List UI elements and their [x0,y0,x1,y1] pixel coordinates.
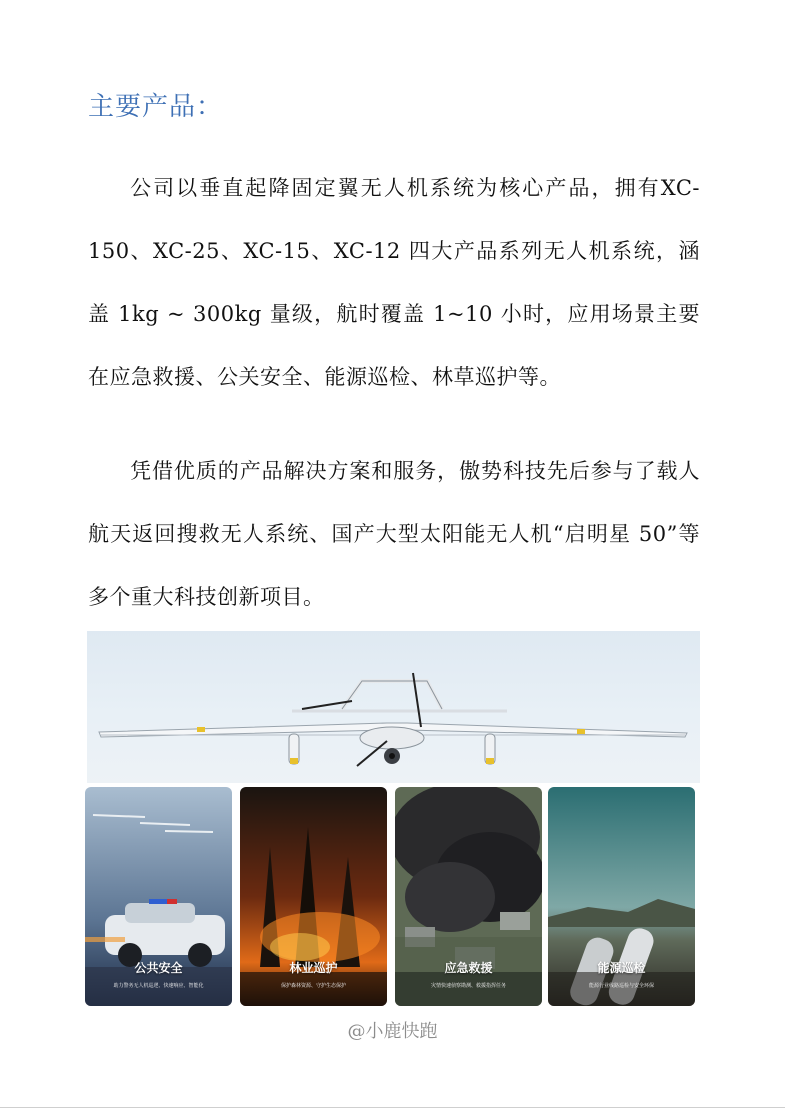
card-title: 公共安全 [134,961,183,975]
card-energy-inspection [548,787,695,1006]
card-title: 能源巡检 [597,961,646,975]
card-subtitle: 灾情快速侦察勘测、救援指挥任务 [430,983,506,989]
card-title: 林业巡护 [289,961,338,975]
section-heading: 主要产品： [88,92,224,122]
card-subtitle: 能源行业线路巡检与安全环保 [588,983,654,989]
card-public-safety [85,787,232,1006]
card-emergency-rescue [395,787,542,1006]
projects-paragraph: 凭借优质的产品解决方案和服务，傲势科技先后参与了载人航天返回搜救无人系统、国产大型太阳能无人机“启明星 50”等多个重大科技创新项目。 [88,459,700,609]
intro-paragraph: 公司以垂直起降固定翼无人机系统为核心产品，拥有XC-150、XC-25、XC-15、XC-12 四大产品系列无人机系统，涵盖 1kg ~ 300kg 量级，航时覆盖 1~10 小时，应用场景主要在应急救援、公关安全、能源巡检、林草巡护等。 [88,176,700,389]
drone-hero-image [87,631,700,783]
card-subtitle: 保护森林资源、守护生态保护 [280,983,346,989]
page-bottom-rule [0,1107,785,1108]
scenario-cards [85,787,697,1006]
watermark: @小鹿快跑 [347,1021,438,1042]
card-subtitle: 助力警务无人机巡逻、快速响应、智能化 [113,983,204,989]
card-forestry-patrol [240,787,387,1006]
card-title: 应急救援 [444,961,493,975]
